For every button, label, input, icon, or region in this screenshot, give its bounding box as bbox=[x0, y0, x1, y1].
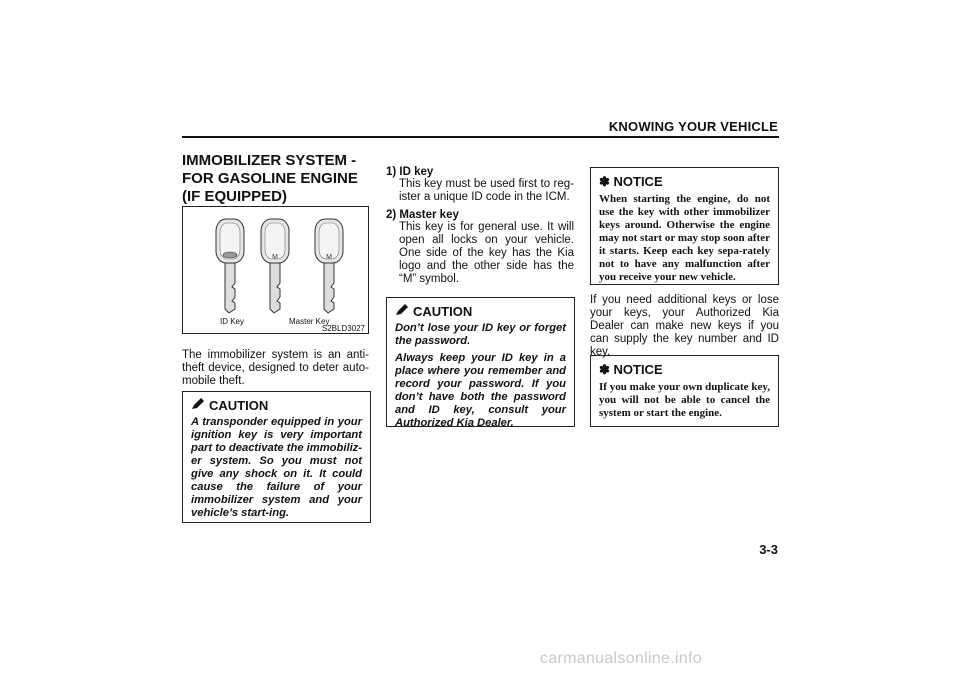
list-item-desc: This key is for general use. It will open all locks on your vehicle. One side of the key has the Kia logo and the other side has the “M” symbol. bbox=[399, 221, 574, 285]
list-item-title: 2) Master key bbox=[386, 209, 459, 221]
pencil-caution-icon bbox=[191, 398, 205, 413]
pencil-caution-icon bbox=[395, 304, 409, 319]
list-item-title: 1) ID key bbox=[386, 166, 434, 178]
id-key-drawing bbox=[216, 219, 244, 313]
notice-heading: ✽ NOTICE bbox=[599, 174, 663, 189]
header-rule bbox=[182, 136, 779, 138]
notice-heading: ✽ NOTICE bbox=[599, 362, 663, 377]
keys-illustration bbox=[183, 207, 368, 333]
watermark: carmanualsonline.info bbox=[540, 650, 702, 667]
notice-box-2 bbox=[590, 355, 779, 427]
section-title: IMMOBILIZER SYSTEM - FOR GASOLINE ENGINE (IF EQUIPPED) bbox=[182, 152, 358, 205]
page-number: 3-3 bbox=[759, 542, 778, 557]
caution-text: Always keep your ID key in a place where you remember and record your password. If you don’t have both the password and ID key, consult your Authorized Kia Dealer. bbox=[395, 352, 566, 429]
extra-keys-paragraph: If you need additional keys or lose your keys, your Authorized Kia Dealer can make new keys if you can supply the key number and ID key. bbox=[590, 294, 779, 358]
id-key-label: ID Key bbox=[220, 317, 245, 326]
notice-text: If you make your own duplicate key, you will not be able to cancel the system or start the engine. bbox=[599, 381, 770, 419]
caution-heading: CAUTION bbox=[413, 304, 473, 319]
intro-paragraph: The immobilizer system is an anti-theft device, designed to deter auto-mobile theft. bbox=[182, 349, 369, 387]
running-header: KNOWING YOUR VEHICLE bbox=[608, 119, 778, 134]
master-key-m-mark: M bbox=[272, 254, 278, 261]
master-key-drawing-2 bbox=[315, 219, 343, 313]
caution-box-1 bbox=[182, 391, 371, 523]
notice-box-1 bbox=[590, 167, 779, 285]
caution-text: A transponder equipped in your ignition key is very important part to deactivate the immobiliz-er system. So you must not give any shock on it. It could cause the failure of your immobilizer system and your vehicle’s start-ing. bbox=[191, 416, 362, 519]
list-item bbox=[386, 166, 574, 204]
master-key-label: Master Key bbox=[289, 317, 330, 326]
notice-text: When starting the engine, do not use the key with other immobilizer keys around. Otherwise the engine may not start or may stop soon after it starts. Keep each key sepa-rately not to have any malfunction after you receive your new vehicle. bbox=[599, 193, 770, 283]
keys-figure bbox=[182, 206, 369, 334]
list-item bbox=[386, 209, 574, 286]
master-key-m-mark: M bbox=[326, 254, 332, 261]
caution-text: Don’t lose your ID key or forget the password. bbox=[395, 322, 566, 347]
caution-box-2 bbox=[386, 297, 575, 427]
list-item-desc: This key must be used first to reg-ister a unique ID code in the ICM. bbox=[399, 178, 574, 203]
figure-code: S2BLD3027 bbox=[321, 324, 365, 333]
master-key-drawing-1 bbox=[261, 219, 289, 313]
key-list bbox=[386, 166, 574, 286]
caution-heading: CAUTION bbox=[209, 398, 269, 413]
